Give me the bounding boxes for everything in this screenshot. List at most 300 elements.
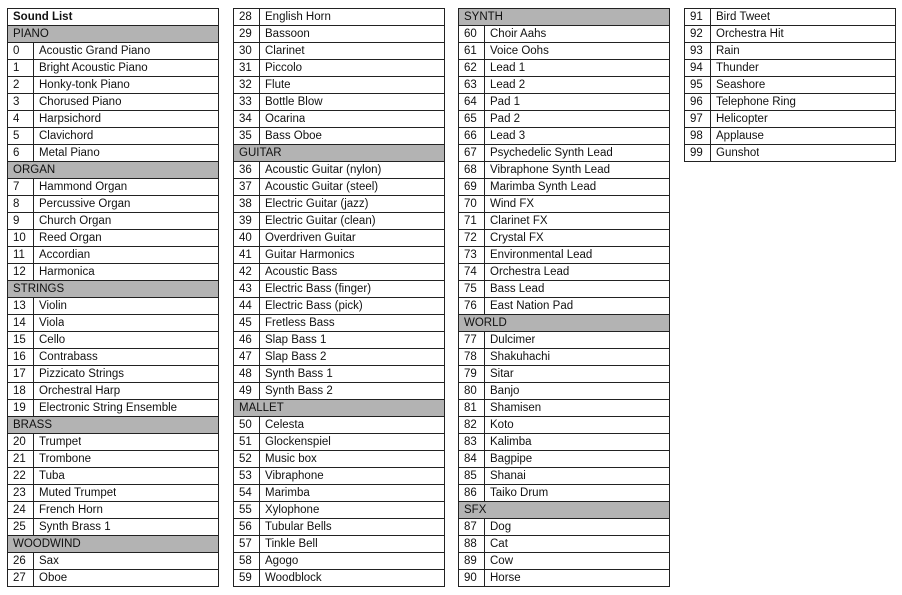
sound-list-column-3 — [458, 8, 670, 587]
sound-name: English Horn — [265, 11, 331, 23]
sound-number: 47 — [234, 349, 260, 365]
sound-name: Pad 1 — [490, 96, 521, 108]
sound-number: 43 — [234, 281, 260, 297]
sound-row — [459, 162, 669, 179]
sound-number: 42 — [234, 264, 260, 280]
sound-row — [8, 264, 218, 281]
sound-number: 69 — [459, 179, 485, 195]
sound-row — [459, 349, 669, 366]
sound-row — [459, 553, 669, 570]
sound-name: Metal Piano — [39, 147, 100, 159]
sound-name: Electronic String Ensemble — [39, 402, 178, 414]
sound-row — [234, 213, 444, 230]
sound-row — [8, 400, 218, 417]
sound-number: 72 — [459, 230, 485, 246]
sound-name: Flute — [265, 79, 291, 91]
sound-row — [8, 366, 218, 383]
sound-number: 97 — [685, 111, 711, 127]
sound-row — [234, 281, 444, 298]
category-header: ORGAN — [8, 162, 218, 179]
sound-row — [685, 43, 895, 60]
sound-row — [234, 468, 444, 485]
sound-name: Electric Guitar (clean) — [265, 215, 376, 227]
sound-number: 24 — [8, 502, 34, 518]
sound-number: 39 — [234, 213, 260, 229]
sound-number: 92 — [685, 26, 711, 42]
sound-number: 75 — [459, 281, 485, 297]
sound-number: 48 — [234, 366, 260, 382]
sound-row — [685, 94, 895, 111]
sound-number: 33 — [234, 94, 260, 110]
sound-name: Kalimba — [490, 436, 532, 448]
sound-name: Bright Acoustic Piano — [39, 62, 148, 74]
sound-name: Clavichord — [39, 130, 94, 142]
sound-row — [234, 264, 444, 281]
sound-number: 18 — [8, 383, 34, 399]
sound-row — [8, 213, 218, 230]
sound-name: Orchestral Harp — [39, 385, 121, 397]
sound-name: Shamisen — [490, 402, 542, 414]
sound-row — [685, 145, 895, 162]
sound-number: 4 — [8, 111, 34, 127]
sound-number: 13 — [8, 298, 34, 314]
sound-row — [8, 468, 218, 485]
sound-row — [234, 77, 444, 94]
sound-number: 35 — [234, 128, 260, 144]
sound-row — [8, 502, 218, 519]
sound-number: 32 — [234, 77, 260, 93]
sound-number: 54 — [234, 485, 260, 501]
sound-name: Helicopter — [716, 113, 768, 125]
sound-number: 44 — [234, 298, 260, 314]
sound-number: 45 — [234, 315, 260, 331]
sound-list-column-2 — [233, 8, 445, 587]
sound-name: Sitar — [490, 368, 514, 380]
sound-number: 20 — [8, 434, 34, 450]
category-header: WOODWIND — [8, 536, 218, 553]
sound-name: Sax — [39, 555, 59, 567]
sound-number: 64 — [459, 94, 485, 110]
sound-number: 46 — [234, 332, 260, 348]
sound-row — [459, 60, 669, 77]
sound-number: 53 — [234, 468, 260, 484]
sound-row — [8, 553, 218, 570]
sound-row — [8, 298, 218, 315]
sound-name: Rain — [716, 45, 740, 57]
sound-name: Choir Aahs — [490, 28, 547, 40]
sound-row — [459, 145, 669, 162]
sound-number: 85 — [459, 468, 485, 484]
sound-row — [8, 349, 218, 366]
sound-number: 59 — [234, 570, 260, 586]
sound-row — [8, 434, 218, 451]
category-header: SYNTH — [459, 9, 669, 26]
sound-row — [234, 332, 444, 349]
sound-row — [8, 111, 218, 128]
sound-number: 50 — [234, 417, 260, 433]
sound-number: 16 — [8, 349, 34, 365]
sound-row — [234, 417, 444, 434]
sound-name: Bird Tweet — [716, 11, 771, 23]
sound-name: Electric Bass (pick) — [265, 300, 363, 312]
sound-name: Contrabass — [39, 351, 98, 363]
sound-number: 7 — [8, 179, 34, 195]
sound-row — [459, 519, 669, 536]
sound-list-column-1 — [7, 8, 219, 587]
sound-name: Crystal FX — [490, 232, 544, 244]
sound-row — [459, 400, 669, 417]
sound-number: 14 — [8, 315, 34, 331]
sound-number: 6 — [8, 145, 34, 161]
sound-row — [459, 298, 669, 315]
sound-row — [459, 264, 669, 281]
sound-number: 52 — [234, 451, 260, 467]
sound-row — [459, 26, 669, 43]
sound-name: Bagpipe — [490, 453, 533, 465]
sound-name: Bassoon — [265, 28, 310, 40]
category-header: MALLET — [234, 400, 444, 417]
sound-name: Bass Lead — [490, 283, 545, 295]
sound-name: Trombone — [39, 453, 91, 465]
sound-row — [459, 128, 669, 145]
sound-name: Tubular Bells — [265, 521, 332, 533]
category-header: GUITAR — [234, 145, 444, 162]
sound-number: 57 — [234, 536, 260, 552]
sound-row — [234, 485, 444, 502]
sound-name: Clarinet — [265, 45, 305, 57]
sound-name: Banjo — [490, 385, 520, 397]
sound-name: Cello — [39, 334, 66, 346]
sound-row — [234, 196, 444, 213]
sound-row — [685, 26, 895, 43]
sound-number: 70 — [459, 196, 485, 212]
sound-number: 98 — [685, 128, 711, 144]
sound-name: Wind FX — [490, 198, 535, 210]
sound-number: 90 — [459, 570, 485, 586]
sound-number: 71 — [459, 213, 485, 229]
sound-row — [234, 570, 444, 587]
sound-name: Clarinet FX — [490, 215, 548, 227]
sound-name: Reed Organ — [39, 232, 102, 244]
sound-name: Guitar Harmonics — [265, 249, 355, 261]
sound-row — [8, 451, 218, 468]
sound-name: Electric Bass (finger) — [265, 283, 372, 295]
sound-row — [8, 179, 218, 196]
sound-row — [685, 60, 895, 77]
sound-name: Celesta — [265, 419, 304, 431]
sound-row — [8, 43, 218, 60]
sound-name: East Nation Pad — [490, 300, 574, 312]
sound-number: 55 — [234, 502, 260, 518]
sound-name: Gunshot — [716, 147, 760, 159]
sound-row — [459, 196, 669, 213]
sound-number: 88 — [459, 536, 485, 552]
sound-name: Applause — [716, 130, 764, 142]
sound-number: 15 — [8, 332, 34, 348]
sound-name: Trumpet — [39, 436, 82, 448]
sound-name: Shakuhachi — [490, 351, 551, 363]
category-header: PIANO — [8, 26, 218, 43]
sound-row — [459, 536, 669, 553]
sound-number: 61 — [459, 43, 485, 59]
sound-row — [459, 468, 669, 485]
sound-number: 49 — [234, 383, 260, 399]
sound-number: 68 — [459, 162, 485, 178]
sound-number: 86 — [459, 485, 485, 501]
sound-row — [234, 451, 444, 468]
sound-name: Koto — [490, 419, 514, 431]
sound-row — [459, 366, 669, 383]
sound-name: Environmental Lead — [490, 249, 593, 261]
sound-number: 51 — [234, 434, 260, 450]
sound-number: 29 — [234, 26, 260, 42]
sound-number: 65 — [459, 111, 485, 127]
sound-row — [234, 162, 444, 179]
sound-name: Oboe — [39, 572, 68, 584]
sound-row — [8, 519, 218, 536]
sound-name: Tinkle Bell — [265, 538, 318, 550]
sound-row — [459, 281, 669, 298]
sound-number: 74 — [459, 264, 485, 280]
sound-row — [8, 145, 218, 162]
sound-row — [8, 485, 218, 502]
sound-name: Harpsichord — [39, 113, 101, 125]
sound-number: 17 — [8, 366, 34, 382]
sound-name: Dulcimer — [490, 334, 536, 346]
sound-number: 96 — [685, 94, 711, 110]
sound-row — [8, 247, 218, 264]
sound-row — [685, 111, 895, 128]
sound-number: 5 — [8, 128, 34, 144]
sound-row — [234, 349, 444, 366]
sound-row — [459, 230, 669, 247]
sound-name: Cow — [490, 555, 514, 567]
sound-number: 22 — [8, 468, 34, 484]
category-header: STRINGS — [8, 281, 218, 298]
sound-name: Seashore — [716, 79, 766, 91]
sound-row — [234, 26, 444, 43]
sound-list-column-4 — [684, 8, 896, 162]
sound-name: Honky-tonk Piano — [39, 79, 130, 91]
sound-number: 26 — [8, 553, 34, 569]
sound-row — [8, 570, 218, 587]
sound-row — [459, 383, 669, 400]
sound-number: 3 — [8, 94, 34, 110]
sound-row — [234, 315, 444, 332]
sound-name: Marimba Synth Lead — [490, 181, 597, 193]
sound-row — [459, 570, 669, 587]
sound-number: 41 — [234, 247, 260, 263]
sound-row — [234, 553, 444, 570]
sound-name: Accordian — [39, 249, 91, 261]
sound-name: Vibraphone — [265, 470, 324, 482]
sound-number: 81 — [459, 400, 485, 416]
sound-row — [8, 128, 218, 145]
sound-number: 60 — [459, 26, 485, 42]
sound-number: 89 — [459, 553, 485, 569]
sound-name: Chorused Piano — [39, 96, 122, 108]
sound-number: 8 — [8, 196, 34, 212]
sound-name: Ocarina — [265, 113, 306, 125]
sound-name: Hammond Organ — [39, 181, 128, 193]
sound-row — [459, 247, 669, 264]
sound-row — [234, 94, 444, 111]
sound-row — [234, 536, 444, 553]
sound-row — [234, 434, 444, 451]
sound-name: Voice Oohs — [490, 45, 549, 57]
sound-name: Church Organ — [39, 215, 112, 227]
sound-number: 58 — [234, 553, 260, 569]
sound-number: 66 — [459, 128, 485, 144]
sound-name: Vibraphone Synth Lead — [490, 164, 610, 176]
sound-name: Overdriven Guitar — [265, 232, 356, 244]
sound-number: 77 — [459, 332, 485, 348]
sound-number: 83 — [459, 434, 485, 450]
sound-row — [234, 9, 444, 26]
sound-number: 38 — [234, 196, 260, 212]
sound-number: 78 — [459, 349, 485, 365]
sound-number: 28 — [234, 9, 260, 25]
sound-number: 73 — [459, 247, 485, 263]
sound-row — [8, 230, 218, 247]
sound-name: French Horn — [39, 504, 103, 516]
sound-row — [234, 298, 444, 315]
sound-number: 79 — [459, 366, 485, 382]
sound-row — [234, 111, 444, 128]
sound-number: 95 — [685, 77, 711, 93]
sound-number: 37 — [234, 179, 260, 195]
sound-number: 67 — [459, 145, 485, 161]
sound-name: Psychedelic Synth Lead — [490, 147, 613, 159]
sound-name: Shanai — [490, 470, 526, 482]
sound-name: Acoustic Guitar (steel) — [265, 181, 379, 193]
sound-number: 11 — [8, 247, 34, 263]
sound-name: Acoustic Guitar (nylon) — [265, 164, 382, 176]
sound-name: Piccolo — [265, 62, 303, 74]
sound-row — [234, 43, 444, 60]
sound-name: Bass Oboe — [265, 130, 322, 142]
sound-number: 76 — [459, 298, 485, 314]
sound-row — [234, 519, 444, 536]
sound-name: Lead 1 — [490, 62, 526, 74]
sound-row — [8, 94, 218, 111]
sound-name: Bottle Blow — [265, 96, 323, 108]
sound-row — [459, 179, 669, 196]
sound-number: 56 — [234, 519, 260, 535]
sound-name: Thunder — [716, 62, 759, 74]
sound-number: 82 — [459, 417, 485, 433]
sound-row — [8, 77, 218, 94]
sound-row — [459, 485, 669, 502]
sound-row — [459, 434, 669, 451]
sound-name: Music box — [265, 453, 317, 465]
sound-number: 40 — [234, 230, 260, 246]
sound-name: Tuba — [39, 470, 65, 482]
sound-name: Harmonica — [39, 266, 95, 278]
sound-number: 94 — [685, 60, 711, 76]
sound-row — [234, 502, 444, 519]
sound-number: 34 — [234, 111, 260, 127]
sound-name: Marimba — [265, 487, 310, 499]
sound-number: 62 — [459, 60, 485, 76]
sound-name: Dog — [490, 521, 512, 533]
sound-number: 80 — [459, 383, 485, 399]
sound-number: 93 — [685, 43, 711, 59]
sound-name: Percussive Organ — [39, 198, 131, 210]
sound-row — [459, 451, 669, 468]
sound-name: Synth Bass 1 — [265, 368, 333, 380]
sound-name: Taiko Drum — [490, 487, 549, 499]
sound-name: Woodblock — [265, 572, 322, 584]
sound-name: Violin — [39, 300, 67, 312]
sound-row — [459, 43, 669, 60]
sound-name: Telephone Ring — [716, 96, 796, 108]
category-header: WORLD — [459, 315, 669, 332]
sound-number: 30 — [234, 43, 260, 59]
sound-name: Slap Bass 1 — [265, 334, 327, 346]
sound-row — [685, 9, 895, 26]
sound-row — [234, 230, 444, 247]
sound-row — [459, 94, 669, 111]
sound-row — [8, 332, 218, 349]
sound-name: Viola — [39, 317, 65, 329]
sound-name: Pizzicato Strings — [39, 368, 125, 380]
sound-row — [234, 128, 444, 145]
sound-name: Synth Brass 1 — [39, 521, 111, 533]
sound-row — [234, 60, 444, 77]
sound-row — [459, 77, 669, 94]
sound-name: Horse — [490, 572, 521, 584]
sound-number: 25 — [8, 519, 34, 535]
sound-number: 0 — [8, 43, 34, 59]
sound-name: Acoustic Grand Piano — [39, 45, 151, 57]
sound-number: 2 — [8, 77, 34, 93]
sound-number: 99 — [685, 145, 711, 161]
sound-number: 21 — [8, 451, 34, 467]
category-header: SFX — [459, 502, 669, 519]
sound-name: Orchestra Hit — [716, 28, 784, 40]
sound-row — [234, 247, 444, 264]
sound-number: 84 — [459, 451, 485, 467]
sound-number: 9 — [8, 213, 34, 229]
sound-row — [8, 383, 218, 400]
sound-name: Slap Bass 2 — [265, 351, 327, 363]
sound-name: Orchestra Lead — [490, 266, 570, 278]
category-header: BRASS — [8, 417, 218, 434]
sound-row — [8, 196, 218, 213]
sound-number: 27 — [8, 570, 34, 586]
sound-name: Muted Trumpet — [39, 487, 117, 499]
sound-row — [8, 60, 218, 77]
sound-name: Xylophone — [265, 504, 320, 516]
sound-name: Glockenspiel — [265, 436, 331, 448]
sound-number: 91 — [685, 9, 711, 25]
sound-row — [685, 77, 895, 94]
sound-number: 12 — [8, 264, 34, 280]
sound-name: Agogo — [265, 555, 299, 567]
sound-row — [234, 383, 444, 400]
sound-row — [459, 332, 669, 349]
sound-row — [234, 366, 444, 383]
sound-name: Cat — [490, 538, 508, 550]
sound-name: Acoustic Bass — [265, 266, 338, 278]
sound-number: 10 — [8, 230, 34, 246]
sound-row — [459, 111, 669, 128]
sound-name: Pad 2 — [490, 113, 521, 125]
sound-row — [8, 315, 218, 332]
sound-list-title: Sound List — [8, 9, 218, 26]
sound-row — [459, 417, 669, 434]
